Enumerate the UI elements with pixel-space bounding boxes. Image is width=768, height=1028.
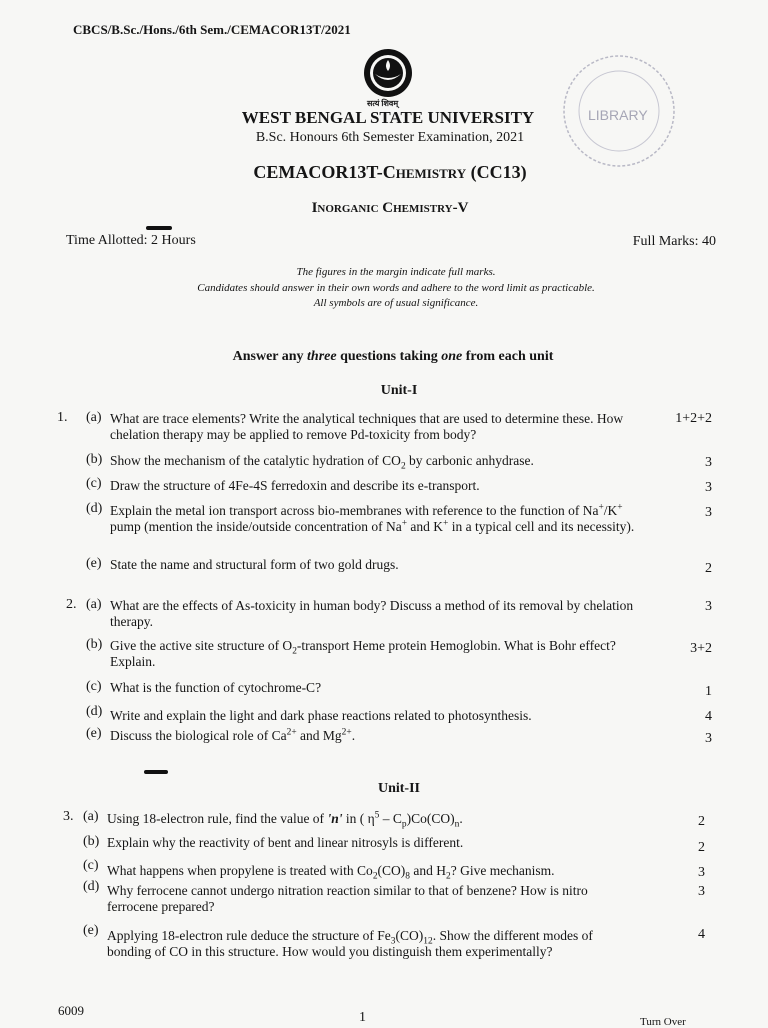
question-number: 1. [57, 410, 68, 425]
question-marks: 3 [705, 455, 712, 470]
question-marks: 3 [698, 865, 705, 880]
question-marks: 3 [705, 505, 712, 520]
logo-motto: सत्यं शिवम् [367, 99, 399, 108]
question-marks: 2 [698, 814, 705, 829]
question-text: Give the active site structure of $O_2$-transport Heme protein Hemoglobin. What is Bohr effect? Explain. [110, 638, 616, 669]
question-text: What happens when propylene is treated with $Co_2(CO)_8$ and $H_2$? Give mechanism. [107, 863, 555, 882]
question-number: 3. [63, 809, 74, 824]
question-marks: 1+2+2 [675, 411, 712, 426]
question-text: What are the effects of As-toxicity in human body? Discuss a method of its removal by chelation therapy. [110, 598, 634, 629]
question-text: Explain the metal ion transport across bio-membranes with reference to the function of Na+/K+ pump (mention the inside/outside concentration of Na+ and K+ in a typical cell and its necessity). [110, 502, 635, 534]
question-text: Write and explain the light and dark phase reactions related to photosynthesis. [110, 708, 532, 723]
part-label: (e) [86, 726, 102, 741]
question-marks: 2 [698, 840, 705, 855]
part-label: (b) [86, 452, 103, 467]
time-allotted: Time Allotted: 2 Hours [66, 233, 196, 248]
question-text: Show the mechanism of the catalytic hydration of $CO_2$ by carbonic anhydrase. [110, 453, 534, 472]
question-marks: 2 [705, 561, 712, 576]
part-label: (c) [86, 476, 102, 491]
instruction-line: The figures in the margin indicate full marks. [296, 266, 496, 278]
exam-title: B.Sc. Honours 6th Semester Examination, 2021 [255, 130, 525, 145]
part-label: (d) [86, 704, 103, 719]
question-text: What are trace elements? Write the analytical techniques that are used to determine these. How chelation therapy may be applied to remove Pd-toxicity from body? [110, 411, 624, 442]
part-label: (a) [83, 809, 99, 824]
question-marks: 3 [698, 884, 705, 899]
answer-instruction: Answer any three questions taking one from each unit [232, 349, 554, 364]
question-marks: 1 [705, 684, 712, 699]
question-marks: 4 [705, 709, 712, 724]
ink-mark [146, 226, 172, 230]
full-marks: Full Marks: 40 [632, 234, 716, 249]
university-name: WEST BENGAL STATE UNIVERSITY [241, 108, 535, 127]
question-text: Explain why the reactivity of bent and linear nitrosyls is different. [107, 835, 464, 850]
instruction-line: All symbols are of usual significance. [313, 297, 479, 309]
part-label: (b) [86, 637, 103, 652]
part-label: (d) [86, 501, 103, 516]
part-label: (b) [83, 834, 100, 849]
question-marks: 3 [705, 480, 712, 495]
part-label: (a) [86, 597, 102, 612]
part-label: (a) [86, 410, 102, 425]
question-text: Applying 18-electron rule deduce the structure of $Fe_3(CO)_{12}$. Show the different modes of bonding of CO in this structure. How would you distinguish them experimentally? [107, 928, 593, 959]
part-label: (d) [83, 879, 100, 894]
question-marks: 3+2 [690, 641, 712, 656]
ink-mark [144, 770, 168, 774]
turn-over: Turn Over [640, 1016, 686, 1028]
question-text: Using 18-electron rule, find the value of 'n' in ( $\eta^5 - C_p)Co(CO)_n$. [107, 810, 463, 830]
question-text: Draw the structure of 4Fe-4S ferredoxin and describe its e-transport. [110, 478, 480, 493]
paper-code: CBCS/B.Sc./Hons./6th Sem./CEMACOR13T/2021 [73, 22, 351, 37]
footer-code: 6009 [58, 1003, 84, 1018]
question-text: Discuss the biological role of $Ca^{2+}$ and $Mg^{2+}$. [110, 727, 356, 743]
part-label: (c) [86, 679, 102, 694]
question-text: Why ferrocene cannot undergo nitration reaction similar to that of benzene? How is nitro ferrocene prepared? [107, 883, 588, 914]
question-marks: 3 [705, 731, 712, 746]
unit-heading: Unit-II [377, 781, 420, 796]
part-label: (e) [83, 923, 99, 938]
part-label: (c) [83, 858, 99, 873]
paper-title: Inorganic Chemistry-V [311, 200, 469, 216]
question-text: State the name and structural form of two gold drugs. [110, 557, 399, 572]
stamp-text: LIBRARY [588, 107, 648, 123]
question-text: What is the function of cytochrome-C? [110, 680, 322, 695]
question-marks: 3 [705, 599, 712, 614]
page-number: 1 [359, 1010, 366, 1025]
part-label: (e) [86, 556, 102, 571]
unit-heading: Unit-I [380, 383, 418, 398]
question-number: 2. [66, 597, 77, 612]
instruction-line: Candidates should answer in their own words and adhere to the word limit as practicable. [197, 282, 595, 294]
question-marks: 4 [698, 927, 705, 942]
course-title: CEMACOR13T-Chemistry (CC13) [253, 162, 527, 182]
